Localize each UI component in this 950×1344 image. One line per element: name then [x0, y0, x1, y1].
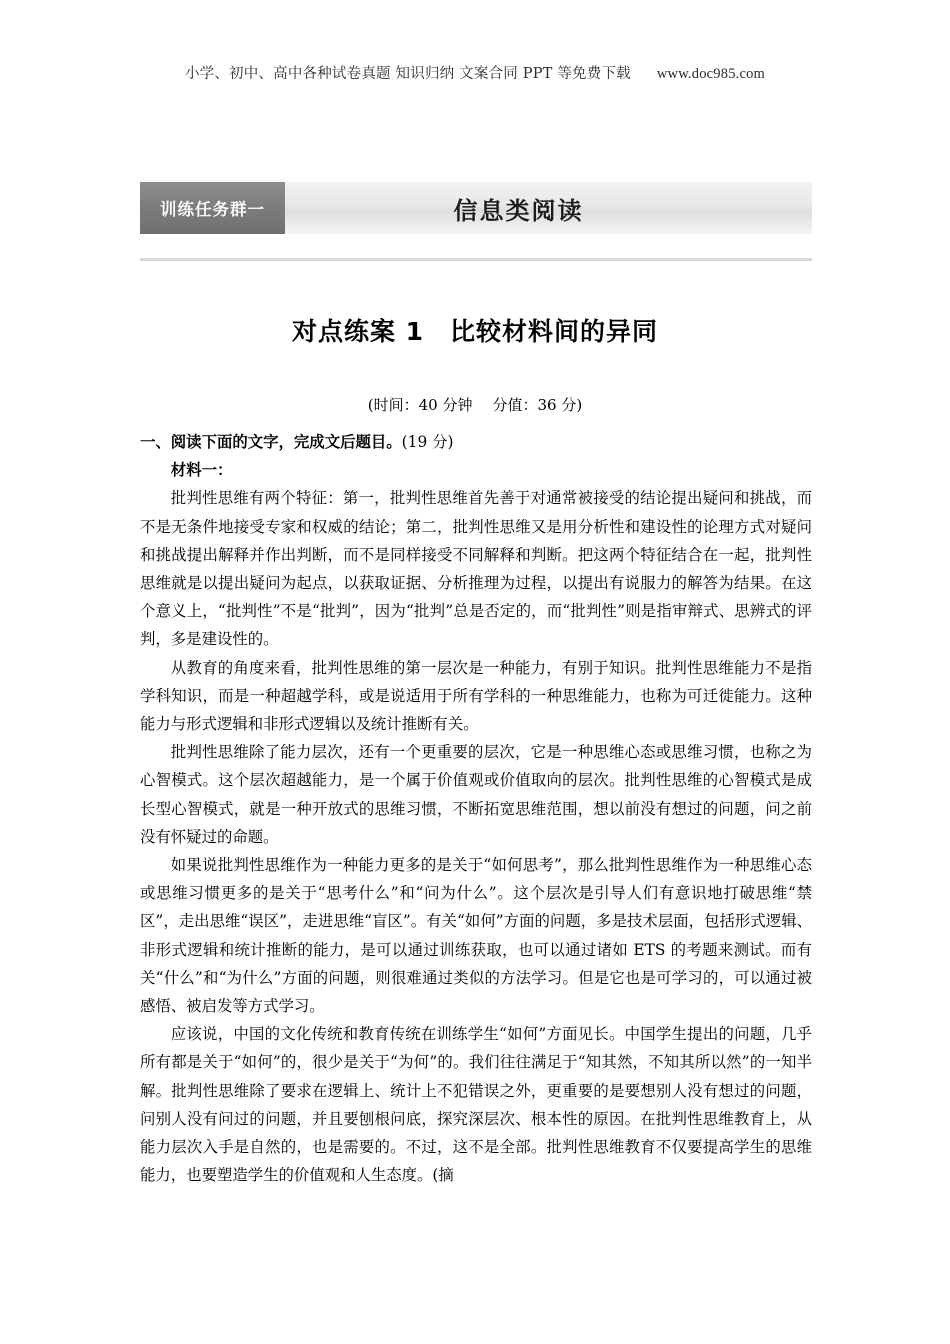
paragraph: 批判性思维有两个特征：第一，批判性思维首先善于对通常被接受的结论提出疑问和挑战，而不是无条件地接受专家和权威的结论；第二，批判性思维又是用分析性和建设性的论理方式对疑问和挑战提出解释并作出判断，而不是同样接受不同解释和判断。把这两个特征结合在一起，批判性思维就是以提出疑问为起点，以获取证据、分析推理为过程，以提出有说服力的解答为结果。在这个意义上，“批判性”不是“批判”，因为“批判”总是否定的，而“批判性”则是指审辩式、思辨式的评判，多是建设性的。	[140, 489, 812, 649]
exam-meta	[0, 394, 950, 415]
watermark-site: www.doc985.com	[656, 66, 766, 82]
document-body	[140, 428, 812, 1189]
paragraph: 批判性思维除了能力层次，还有一个更重要的层次，它是一种思维心态或思维习惯，也称之为心智模式。这个层次超越能力，是一个属于价值观或价值取向的层次。批判性思维的心智模式是成长型心智模式，就是一种开放式的思维习惯，不断拓宽思维范围，想以前没有想过的问题，问之前没有怀疑过的命题。	[140, 743, 812, 846]
exam-score: 分值：36 分)	[492, 396, 583, 414]
section-banner	[140, 182, 812, 234]
paragraph: 如果说批判性思维作为一种能力更多的是关于“如何思考”，那么批判性思维作为一种思维心态或思维习惯更多的是关于“思考什么”和“问为什么”。这个层次是引导人们有意识地打破思维“禁区”，走出思维“误区”，走进思维“盲区”。有关“如何”方面的问题，多是技术层面，包括形式逻辑、非形式逻辑和统计推断的能力，是可以通过训练获取，也可以通过诸如 ETS 的考题来测试。而有关“什么”和“为什么”方面的问题，则很难通过类似的方法学习。但是它也是可学习的，可以通过被感悟、被启发等方式学习。	[140, 856, 812, 1016]
page-title	[0, 312, 950, 348]
paragraph: 应该说，中国的文化传统和教育传统在训练学生“如何”方面见长。中国学生提出的问题，几乎所有都是关于“如何”的，很少是关于“为何”的。我们往往满足于“知其然，不知其所以然”的一知半解。批判性思维除了要求在逻辑上、统计上不犯错误之外，更重要的是要想别人没有想过的问题，问别人没有问过的问题，并且要刨根问底，探究深层次、根本性的原因。在批判性思维教育上，从能力层次入手是自然的，也是需要的。不过，这不是全部。批判性思维教育不仅要提高学生的思维能力，也要塑造学生的价值观和人生态度。(摘	[140, 1025, 812, 1185]
banner-title: 信息类阅读	[453, 196, 584, 225]
paragraph: 从教育的角度来看，批判性思维的第一层次是一种能力，有别于知识。批判性思维能力不是指学科知识，而是一种超越学科，或是说适用于所有学科的一种思维能力，也称为可迁徙能力。这种能力与形式逻辑和非形式逻辑以及统计推断有关。	[140, 658, 812, 734]
question-heading-text: 一、阅读下面的文字，完成文后题目。	[140, 433, 402, 451]
banner-underline	[140, 258, 812, 261]
watermark-text: 小学、初中、高中各种试卷真题 知识归纳 文案合同 PPT 等免费下载	[184, 66, 631, 82]
material-label: 材料一：	[170, 461, 233, 480]
page-title-text: 比较材料间的异同	[450, 317, 659, 346]
watermark-line	[0, 62, 950, 83]
page-title-number: 对点练案 1	[291, 317, 425, 346]
question-points: (19 分)	[401, 433, 454, 451]
exam-time: (时间：40 分钟	[367, 396, 473, 414]
question-heading	[140, 428, 812, 456]
banner-task-group-tab: 训练任务群一	[140, 182, 285, 234]
